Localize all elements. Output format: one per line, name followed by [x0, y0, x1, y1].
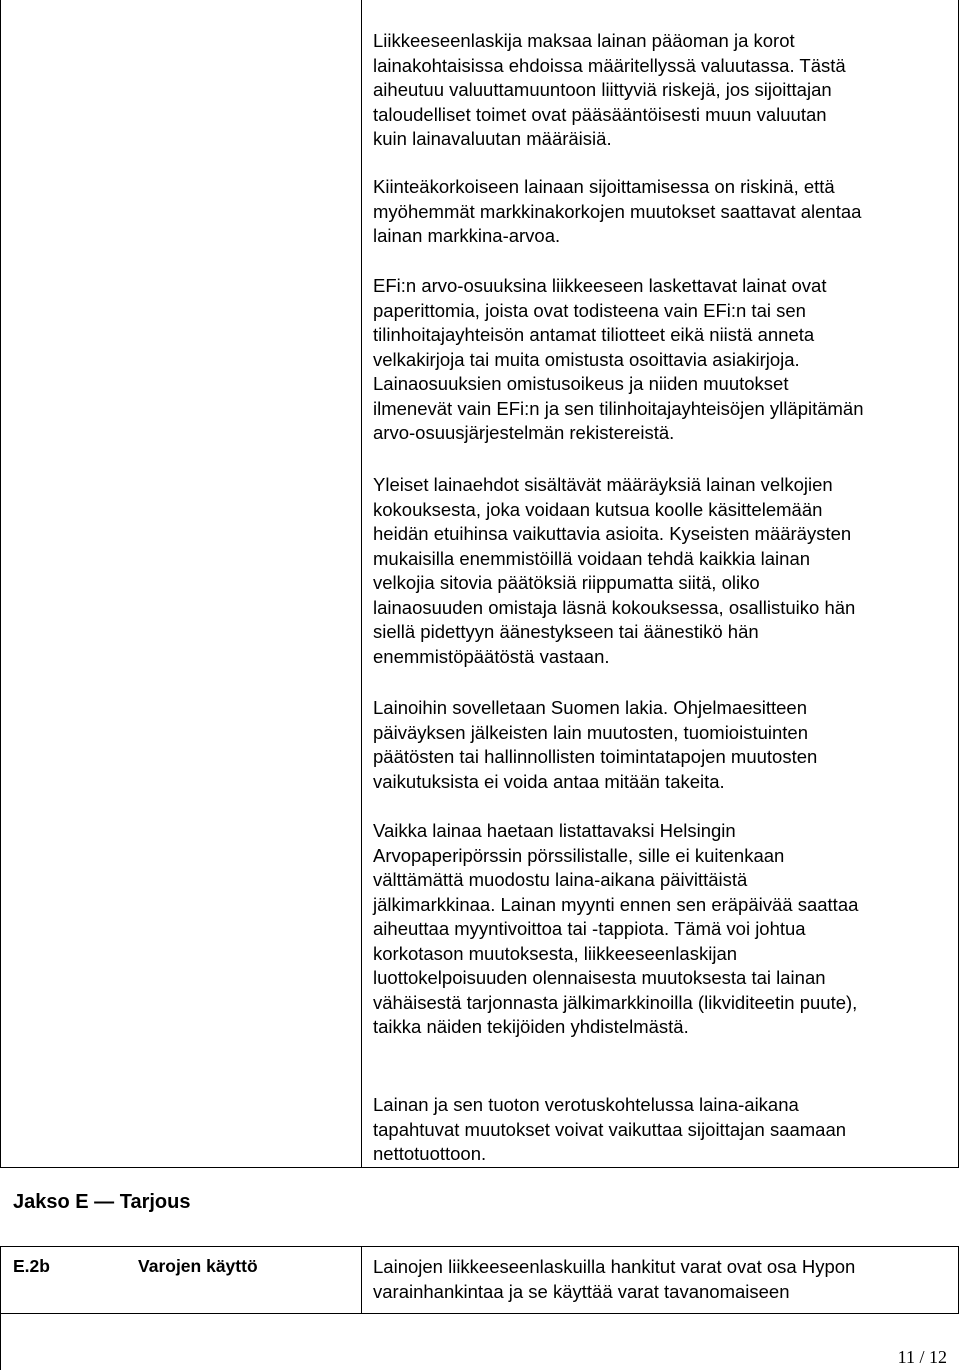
table-left-border — [0, 0, 1, 1167]
paragraph-currency-risk: Liikkeeseenlaskija maksaa lainan pääoman ja korot lainakohtaisissa ehdoissa määritellyssä valuutassa. Tästä aiheutuu valuuttamuuntoon liittyviä riskejä, jos sijoittajan taloudelliset toimet ovat pääsääntöisesti muun valuutan kuin lainavaluutan määräisiä. — [373, 30, 846, 149]
table-right-border — [958, 0, 959, 1167]
paragraph-book-entry: EFi:n arvo-osuuksina liikkeeseen laskettavat lainat ovat paperittomia, joista ovat todisteena vain EFi:n tai sen tilinhoitajayhteisön antamat tiliotteet eikä niistä anneta velkakirjoja tai muita omistusta osoittavia asiakirjoja. Lainaosuuksien omistusoikeus ja niiden muutokset ilmenevät vain EFi:n ja sen tilinhoitajayhteisöjen ylläpitämän arvo-osuusjärjestelmän rekistereistä. — [373, 275, 864, 443]
table2-divider — [361, 1246, 362, 1313]
table-column-divider — [361, 0, 362, 1167]
table2-left-border — [0, 1246, 1, 1370]
paragraph-taxation: Lainan ja sen tuoton verotuskohtelussa laina-aikana tapahtuvat muutokset voivat vaikuttaa sijoittajan saamaan nettotuottoon. — [373, 1094, 847, 1164]
page-number: 11 / 12 — [897, 1347, 947, 1367]
table-bottom-border — [0, 1167, 959, 1168]
section-title: Jakso E — Tarjous — [13, 1191, 191, 1213]
paragraph-creditor-meeting: Yleiset lainaehdot sisältävät määräyksiä lainan velkojien kokouksesta, joka voidaan kutsua koolle käsittelemään heidän etuihinsa vaikuttavia asioita. Kyseisten määräysten mukaisilla enemmistöillä voidaan tehdä kaikkia lainan velkojia sitovia päätöksiä riippumatta siitä, oliko lainaosuuden omistaja läsnä kokouksessa, osallistuiko hän siellä pidettyyn äänestykseen tai äänestikö hän enemmistöpäätöstä vastaan. — [373, 474, 856, 667]
paragraph-applicable-law: Lainoihin sovelletaan Suomen lakia. Ohjelmaesitteen päiväyksen jälkeisten lain muutosten, tuomioistuinten päätösten tai hallinnollisten toimintatapojen muutosten vaikutuksista ei voida antaa mitään takeita. — [373, 697, 818, 792]
element-label: Varojen käyttö — [138, 1256, 258, 1276]
table2-top-border — [0, 1246, 959, 1247]
paragraph-use-of-proceeds: Lainojen liikkeeseenlaskuilla hankitut varat ovat osa Hypon varainhankintaa ja se käyttää varat tavanomaiseen — [373, 1256, 856, 1302]
table2-right-border — [958, 1246, 959, 1313]
paragraph-secondary-market: Vaikka lainaa haetaan listattavaksi Helsingin Arvopaperipörssin pörssilistalle, sille ei kuitenkaan välttämättä muodostu laina-aikana päivittäistä jälkimarkkinaa. Lainan myynti ennen sen eräpäivää saattaa aiheuttaa myyntivoittoa tai -tappiota. Tämä voi johtua korkotason muutoksesta, liikkeeseenlaskijan luottokelpoisuuden olennaisesta muutoksesta tai lainan vähäisestä tarjonnasta jälkimarkkinoilla (likviditeetin puute), taikka näiden tekijöiden yhdistelmästä. — [373, 820, 859, 1037]
paragraph-fixed-rate-risk: Kiinteäkorkoiseen lainaan sijoittamisessa on riskinä, että myöhemmät markkinakorkojen muutokset saattavat alentaa lainan markkina-arvoa. — [373, 176, 862, 246]
element-code: E.2b — [13, 1256, 50, 1276]
table2-bottom-border — [0, 1313, 959, 1314]
